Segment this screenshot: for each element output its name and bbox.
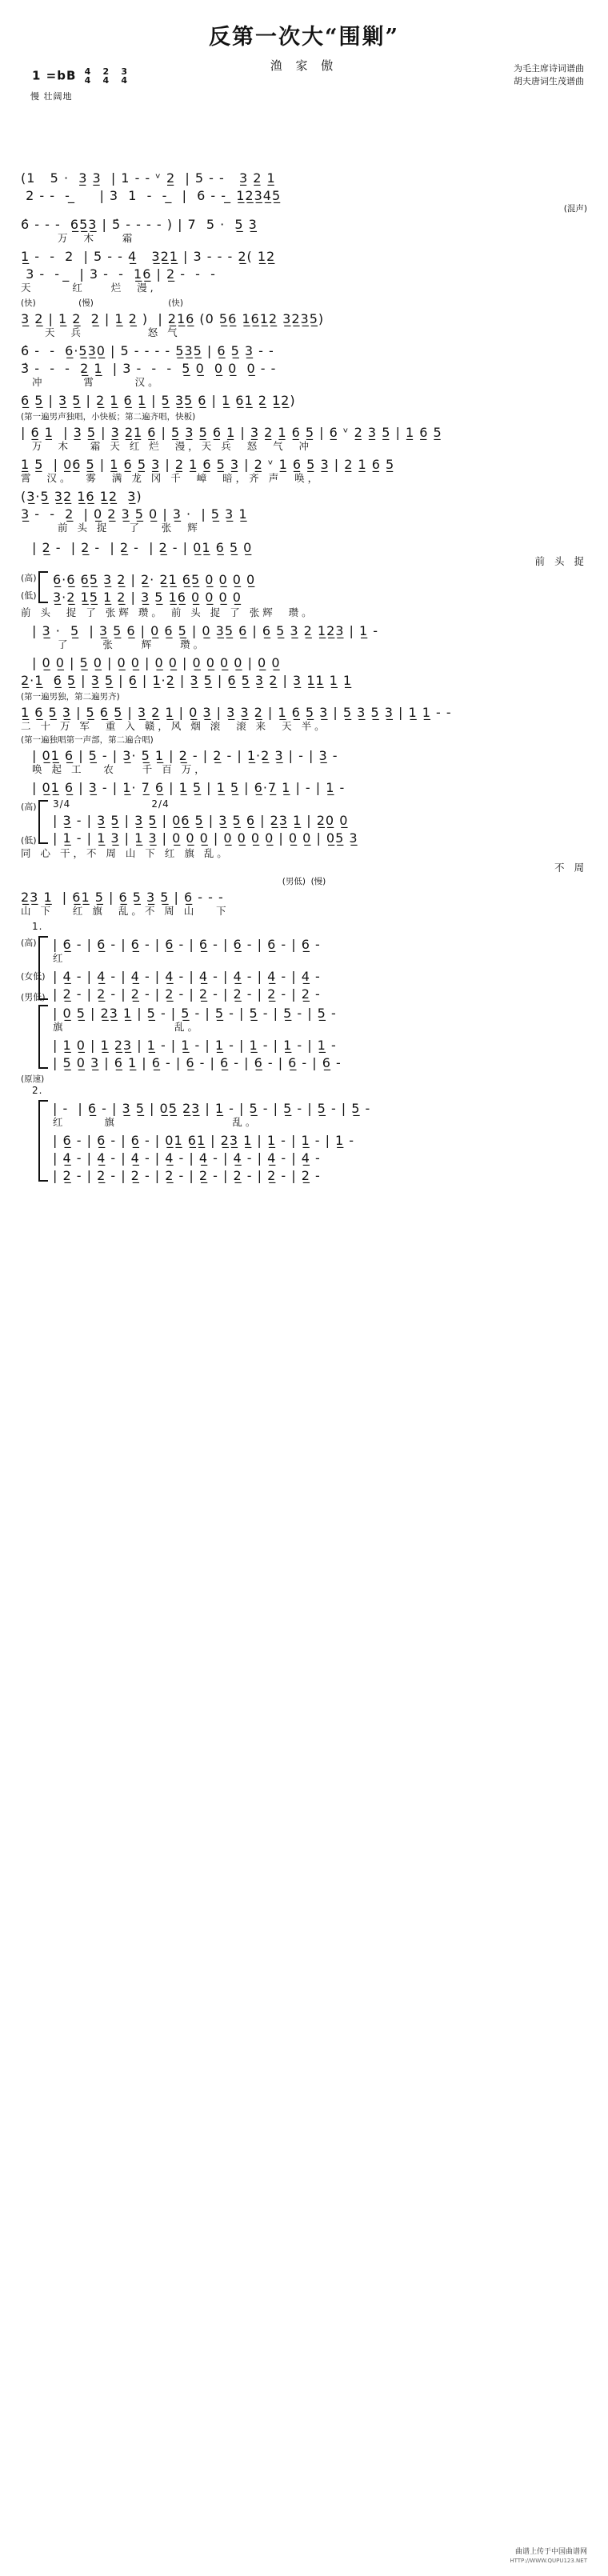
annotation: (第一遍独唱第一声部，第二遍合唱) [21, 735, 154, 745]
note-row: | - | 6̲ - | 3̲ 5̲ | 0̲5̲ 2̲3̲ | 1̲ - | 5̲ - | 5̲ - | 5̲ - | 5̲ - [53, 1101, 371, 1116]
note-row: 1̲ - - 2 | 5 - - 4̲ 3̲2̲1̲ | 3 - - - 2̲( 1̲2̲ [21, 249, 276, 264]
annotation: (混声) [563, 204, 587, 214]
note-row: | 4̲ - | 4̲ - | 4̲ - | 4̲ - | 4̲ - | 4̲ - | 4̲ - | 4̲ - [53, 1150, 321, 1166]
annotation: (第一遍男声独唱，小快板；第二遍齐唱，快板) [21, 412, 196, 422]
credits [514, 62, 584, 88]
system-8 [21, 1074, 587, 1183]
voice-group-three-part-2 [21, 1003, 587, 1070]
system-3 [21, 411, 587, 534]
note-row: | 0̲ 0̲ | 5̲ 0̲ | 0̲ 0̲ | 0̲ 0̲ | 0̲ 0̲ 0̲ 0̲ | 0̲ 0̲ [32, 655, 281, 670]
voice-group-final [21, 1098, 587, 1183]
voice-label-high: (高) [21, 573, 37, 583]
lyric-row: 山 下 红 旗 乱。不 周 山 下 [21, 905, 230, 917]
lyric-row: 前 头 捉 了 张辉 瓒。 前 头 捉 了 张辉 瓒。 [21, 606, 315, 618]
note-row: 6̲ 5̲ | 3̲ 5̲ | 2̲ 1̲ 6̲ 1̲ | 5̲ 3̲5̲ 6̲ | 1̲ 6̲1̲ 2̲ 1̲2̲) [21, 393, 296, 408]
voice-group-high-low-2 [21, 798, 587, 846]
meter-2-4: 2 4 [102, 66, 110, 86]
note-row-male-low: | 2̲ - | 2̲ - | 2̲ - | 2̲ - | 2̲ - | 2̲ - | 2̲ - | 2̲ - [53, 986, 321, 1002]
note-row: 2̲·1̲ 6̲ 5̲ | 3̲ 5̲ | 6̲ | 1̲·2̲ | 3̲ 5̲ | 6̲ 5̲ 3̲ 2̲ | 3̲ 1̲1̲ 1̲ 1̲ [21, 673, 353, 688]
credit-line-2: 胡夫唐词生茂谱曲 [514, 75, 584, 86]
annotation: (快) (慢) (快) [21, 298, 183, 308]
note-row: | 0̲ 5̲ | 2̲3̲ 1̲ | 5̲ - | 5̲ - | 5̲ - | 5̲ - | 5̲ - | 5̲ - [53, 1006, 337, 1021]
footer [510, 2548, 587, 2565]
note-row: | 0̲1̲ 6̲ | 5̲ - | 3̲· 5̲ 1̲ | 2̲ - | 2̲ - | 1̲·2̲ 3̲ | - | 3̲ - [32, 748, 338, 763]
note-row: | 1̲ 0̲ | 1̲ 2̲3̲ | 1̲ - | 1̲ - | 1̲ - | 1̲ - | 1̲ - | 1̲ - [53, 1038, 337, 1053]
credit-line-1: 为毛主席诗词谱曲 [514, 63, 584, 74]
note-row: | 2̲ - | 2̲ - | 2̲ - | 2̲ - | 2̲ - | 2̲ - | 2̲ - | 2̲ - [53, 1168, 321, 1183]
system-1 [21, 168, 587, 294]
lyric-row: 了 张 辉 瓒。 [58, 638, 207, 650]
voice-label-high: (高) [21, 802, 37, 812]
lyric-row: 天 红 烂 漫, [21, 282, 157, 294]
note-row: 6̇ - - - 6̲5̲3̲ | 5̇ - - - - ) | 7 5 · 5̲ 3̲ [21, 217, 258, 232]
lyric-row: 万 木 霜 [58, 232, 136, 244]
note-row: 1̲ 5̲ | 0̲6̲ 5̲ | 1̲ 6̲ 5̲ 3̲ | 2̲ 1̲ 6̲ 5̲ 3̲ | 2̲ ᵛ 1̲ 6̲ 5̲ 3̲ | 2̲ 1̲ 6̲ 5̲ [21, 457, 395, 472]
lyric-row: 霄 汉。 雾 满 龙 冈 千 嶂 暗，齐 声 唤， [21, 472, 322, 484]
lyric-row: 前 头 捉 了 张 辉 [58, 522, 201, 534]
note-row: 2̲3̲ 1̲ | 6̲1̲ 5̲ | 6̲ 5̲ 3̲ 5̲ | 6̲ - - - [21, 890, 224, 905]
system-5 [21, 691, 587, 795]
note-row-high: | 3̲ - | 3̲ 5̲ | 3̲ 5̲ | 0̲6̲ 5̲ | 3̲ 5̲ 6̲ | 2̲3̲ 1̲ | 2̲0̲ 0̲ [53, 813, 349, 828]
system-bracket [38, 571, 48, 603]
key-label: 1 = [32, 68, 58, 83]
note-row-female-low: | 4̲ - | 4̲ - | 4̲ - | 4̲ - | 4̲ - | 4̲ - | 4̲ - | 4̲ - [53, 969, 321, 984]
lyric-row: 天 兵 怒 气 [45, 326, 181, 338]
annotation: (第一遍男独，第二遍男齐) [21, 692, 120, 702]
note-row: | 5̲ 0̲ 3̲ | 6̲ 1̲ | 6̲ - | 6̲ - | 6̲ - | 6̲ - | 6̲ - | 6̲ - [53, 1055, 342, 1070]
note-row-high: 6̲·6̲ 6̲5̲ 3̲ 2̲ | 2̲· 2̲1̲ 6̲5̲ 0̲ 0̲ 0̲ 0̲ [53, 572, 256, 587]
first-ending-label: 1. [32, 921, 43, 932]
system-bracket [38, 1005, 48, 1069]
voice-label-female-low: (女低) [21, 971, 46, 982]
footer-url: HTTP://WWW.QUPU123.NET [510, 2557, 587, 2564]
note-row: | 3̲ · 5̲ | 3̲ 5̲ 6̲ | 0̲ 6̲ 5̲ | 0̲ 3̲5̲ 6̲ | 6̲ 5̲ 3̲ 2̲ 1̲2̲3̲ | 1̲ - [32, 623, 379, 638]
note-row-low: | 1̲ - | 1̲ 3̲ | 1̲ 3̲ | 0̲ 0̲ 0̲ | 0̲ 0̲ 0̲ 0̲ | 0̲ 0̲ | 0̲5̲ 3̲ [53, 830, 358, 846]
note-row: (1 5 · 3̲ 3̲ | 1 - - ᵛ 2̲ | 5 - - 3̲ 2̲ 1̲ [21, 170, 276, 186]
system-bracket [38, 800, 48, 844]
lyric-row: 同 心 干，不 周 山 下 红 旗 乱。 [21, 847, 230, 859]
note-row: | 2̲ - | 2̲ - | 2̲ - | 2̲ - | 0̲1̲ 6̲ 5̲ 0̲ [32, 540, 253, 555]
lyric-row: 红 旗 乱。 [53, 1116, 259, 1128]
tempo-marking: 慢 壮阔地 [30, 91, 73, 102]
note-row: 3̇ - - - 2̲ 1̲ | 3 - - - 5̲ 0̲ 0̲ 0̲ 0̲ - - [21, 361, 277, 376]
voice-group-three-part [21, 934, 587, 1002]
annotation: (原速) [21, 1074, 45, 1084]
lyric-row: 前 头 捉 [534, 555, 587, 567]
voice-label-high: (高) [21, 938, 37, 948]
system-4 [21, 538, 587, 688]
note-row: 3̲ - - 2̲ | 0̲ 2̲ 3̲ 5̲ 0̲ | 3̲ · | 5̲ 3̲ 1̲ [21, 506, 248, 522]
meter-4-4: 4 4 [84, 66, 92, 86]
annotation: (男低) (慢) [282, 877, 326, 886]
meter-3-4: 3 4 [121, 66, 129, 86]
system-bracket [38, 1100, 48, 1182]
lyric-row: 唤 起 工 农 千 百 万， [32, 763, 208, 775]
key-and-meter [32, 67, 131, 85]
voice-group-high-low [21, 570, 587, 605]
lyric-row: 不 周 [554, 862, 587, 874]
voice-label-low: (低) [21, 835, 37, 846]
key-name: bB [57, 68, 77, 83]
note-row-low: 3̲·2̲ 1̲5̲ 1̲ 2̲ | 3̲ 5̲ 1̲6̲ 0̲ 0̲ 0̲ 0̲ [53, 590, 242, 605]
lyric-row: 二 十 万 军 重 入 赣，风 烟 滚 滚 来 天 半。 [21, 720, 328, 732]
note-row: | 6̲ 1̲ | 3̲ 5̲ | 3̲ 2̲1̲ 6̲ | 5̲ 3̲ 5̲ 6̲ 1̲ | 3̲ 2̲ 1̲ 6̲ 5̲ | 6̲ ᵛ 2̲ 3̲ 5̲ | 1̲ 6̲ 5̲ [21, 425, 442, 440]
lyric-row: 红 [53, 952, 66, 964]
note-row-high: | 6̲ - | 6̲ - | 6̲ - | 6̲ - | 6̲ - | 6̲ - | 6̲ - | 6̲ - [53, 937, 321, 952]
page-subtitle: 渔 家 傲 [270, 58, 338, 73]
note-row: 1̲ 6̲ 5̲ 3̲ | 5̲ 6̲ 5̲ | 3̲ 2̲ 1̲ | 0̲ 3̲ | 3̲ 3̲ 2̲ | 1̲ 6̲ 5̲ 3̲ | 5̲ 3̲ 5̲ 3̲ | 1̲ 1̲ - - [21, 705, 452, 720]
system-2 [21, 298, 587, 408]
note-row: 3 - - ̲ | 3 - - 1̲6̲ | 2̲ - - - [21, 266, 216, 282]
note-row: | 6̲ - | 6̲ - | 6̲ - | 0̲1̲ 6̲1̲ | 2̲3̲ 1̲ | 1̲ - | 1̲ - | 1̲ - [53, 1133, 355, 1148]
meter-change-label: 3/4 2/4 [53, 798, 170, 810]
music-systems [21, 168, 587, 1183]
note-row: | 0̲1̲ 6̲ | 3̲ - | 1̲· 7̲ 6̲ | 1̲ 5̲ | 1̲ 5̲ | 6̲·7̲ 1̲ | - | 1̲ - [32, 780, 346, 795]
lyric-row: 万 木 霜 天 红 烂 漫，天 兵 怒 气 冲 [32, 440, 313, 452]
lyric-row: 冲 霄 汉。 [32, 376, 162, 388]
note-row: 3̲ 2̲ | 1̲ 2̲ 2̲ | 1̲ 2̲ ) | 2̲1̲6̲ (0 5̲6̲ 1̲6̲1̲2̲ 3̲2̲3̲5̲) [21, 311, 325, 326]
note-row: 2 - - - ̲ | 3 1 - - ̲ | 6 - - ̲ 1̲2̲3̲4̲5̲ [21, 188, 282, 203]
system-7 [21, 921, 587, 1070]
voice-label-male-low: (男低) [21, 992, 46, 1002]
page-title: 反第一次大“围剿” [208, 25, 400, 50]
note-row: (3̲·5̲ 3̲2̲ 1̲6̲ 1̲2̲ 3̲) [21, 489, 142, 504]
second-ending-label: 2. [32, 1085, 43, 1096]
voice-label-low: (低) [21, 590, 37, 601]
footer-site: 曲谱上传于中国曲谱网 [514, 2548, 587, 2557]
system-6 [21, 798, 587, 918]
lyric-row: 旗 乱。 [53, 1021, 202, 1033]
note-row: 6̇ - - 6̲·5̲3̲0̲ | 5 - - - - 5̲3̲5̲ | 6̲ 5̲ 3̲ - - [21, 343, 274, 358]
